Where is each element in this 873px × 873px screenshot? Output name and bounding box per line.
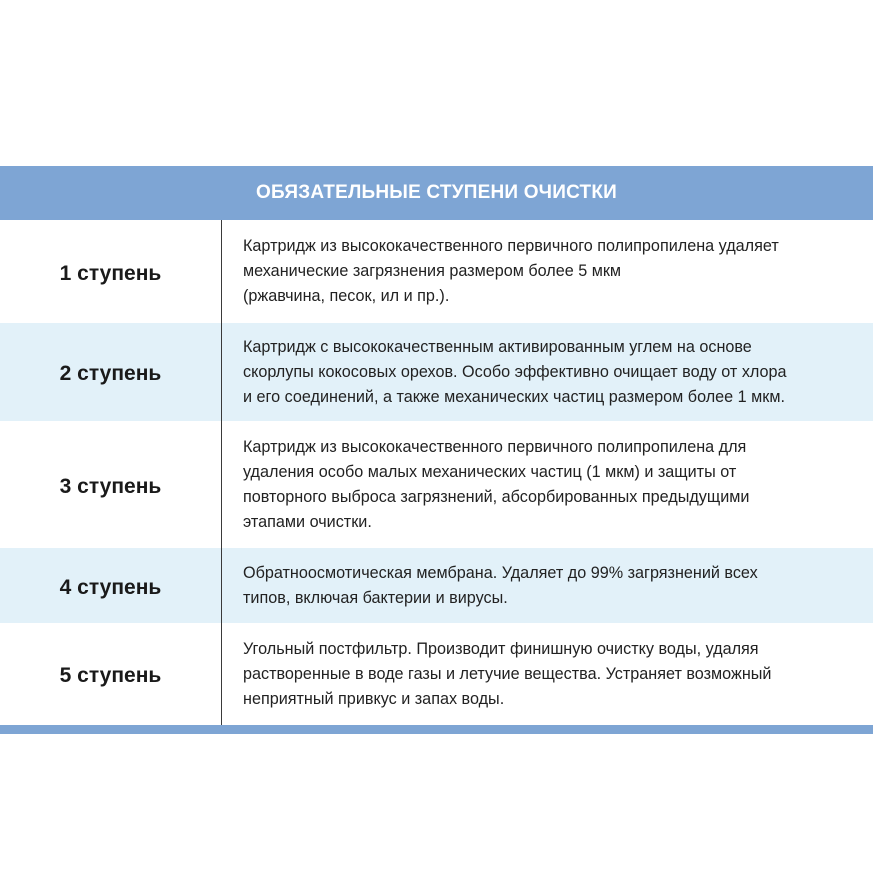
- stage-description: Картридж из высококачественного первичного полипропилена удаляет механические загрязнения размером более 5 мкм (ржавчина, песок, ил и пр.).: [243, 237, 779, 305]
- table-row: [0, 623, 873, 725]
- table-row: [0, 323, 873, 421]
- stage-label: 4 ступень: [0, 548, 222, 623]
- stage-description: Картридж из высококачественного первичного полипропилена для удаления особо малых механических частиц (1 мкм) и защиты от повторного выброса загрязнений, абсорбированных предыдущими этапами очистки.: [243, 437, 750, 531]
- table-row: [0, 548, 873, 623]
- table-header: [0, 166, 873, 220]
- stage-description: Угольный постфильтр. Производит финишную очистку воды, удаляя растворенные в воде газы и летучие вещества. Устраняет возможный неприятный привкус и запах воды.: [243, 639, 772, 708]
- stage-description: Картридж с высококачественным активированным углем на основе скорлупы кокосовых орехов. Особо эффективно очищает воду от хлора и его соединений, а также механических частиц размером более 1 мкм.: [243, 337, 787, 406]
- stage-label: 2 ступень: [0, 323, 222, 421]
- stage-label: 5 ступень: [0, 623, 222, 725]
- table-title: ОБЯЗАТЕЛЬНЫЕ СТУПЕНИ ОЧИСТКИ: [256, 182, 617, 203]
- table-footer-bar: [0, 725, 873, 734]
- stage-label: 1 ступень: [0, 220, 222, 323]
- purification-stages-table: [0, 166, 873, 734]
- stage-description: Обратноосмотическая мембрана. Удаляет до 99% загрязнений всех типов, включая бактерии и вирусы.: [243, 563, 758, 607]
- table-row: [0, 421, 873, 548]
- table-row: [0, 220, 873, 323]
- stage-label: 3 ступень: [0, 421, 222, 548]
